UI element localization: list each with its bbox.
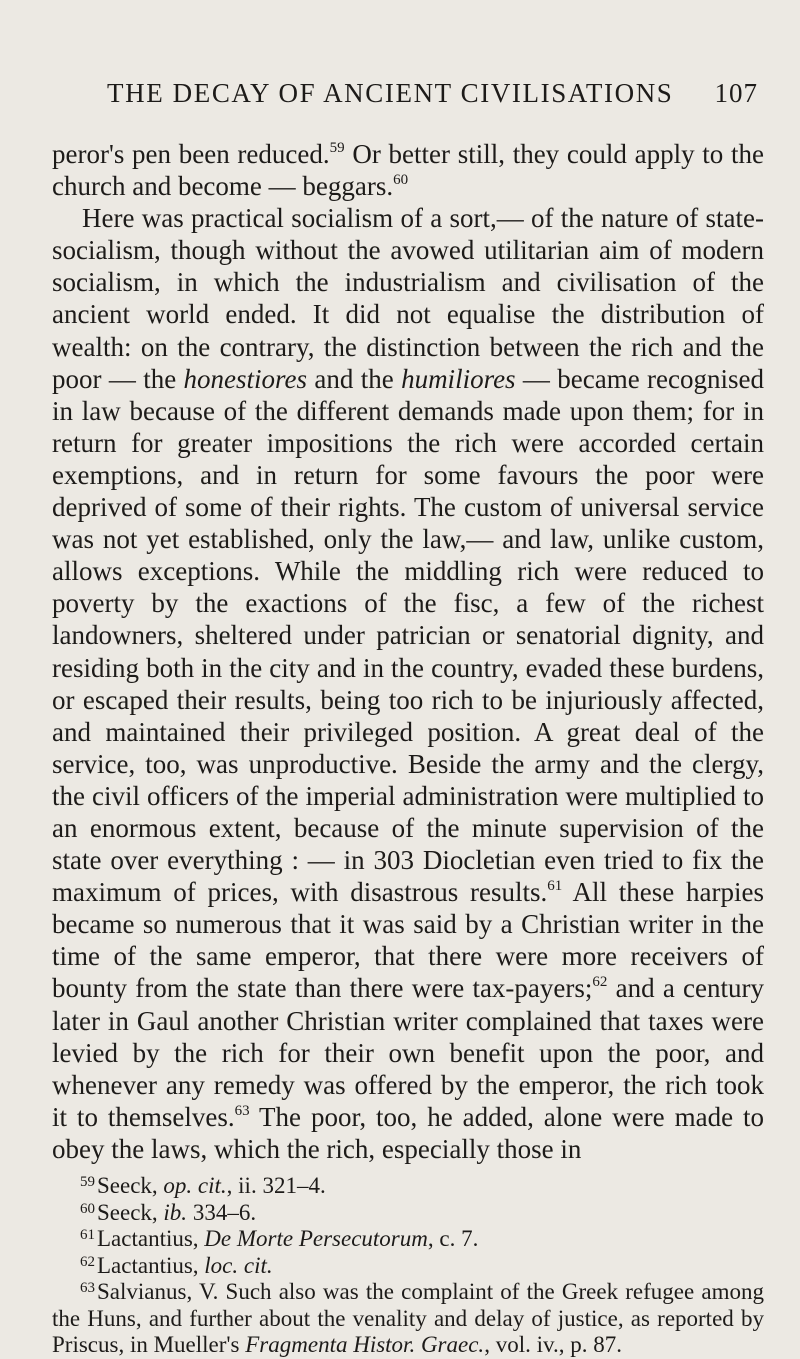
text-run: — became recognised in law because of the different demands made upon them; for in return for greater impositions the rich were accorded certain exemptions, and in return for some favours the poor were deprived of some of their rights. The custom of universal service was not yet established, only the law,— and law, unlike custom, allows exceptions. While the middling rich were reduced to poverty by the exactions of the fisc, a few of the richest landowners, sheltered under patrician or senatorial dignity, and residing both in the city and in the country, evaded these burdens, or escaped their results, being too rich to be injuriously affected, and maintained their privileged position. A great deal of the service, too, was unproductive. Beside the army and the clergy, the civil officers of the imperial administration were multiplied to an enormous extent, because of the minute supervision of the state over everything : — in 303 Diocletian even tried to fix the maximum of prices, with disastrous results. [52,363,764,908]
text-run: The poor, too, he added, alone were made to obey the laws, which the rich, especially those in [52,1101,764,1164]
text-run: peror's pen been reduced. [52,139,330,169]
italic-term-honestiores: honestiores [183,363,308,394]
running-title: THE DECAY OF ANCIENT CIVILISATIONS [107,78,674,108]
footnote-ref-59: 59 [329,140,345,156]
text-run: Here was practical socialism of a sort,— of the nature of state-socialism, though without the avowed utilitarian aim of modern socialism, in which the industrialism and civilisation of the ancient world ended. It did not equalise the distribution of wealth: on the contrary, the distinction between the rich and the poor — the [52,203,764,394]
footnote-text: Lactantius, [97,1252,205,1278]
footnote-ref-61: 61 [547,878,563,895]
footnote-text: Salvianus, V. Such also was the complaint of the Greek refugee among the Huns, and further about the venality and delay of justice, as reported by Priscus, in Mueller's [52,1279,764,1357]
text-run: and a century later in Gaul another Christian writer complained that taxes were levied by the rich for their own benefit upon the poor, and whenever any remedy was offered by the emperor, the rich took it to themselves. [52,973,764,1132]
paragraph-continued [52,138,764,202]
text-run: Or better still, they could apply to the church and become — beggars. [52,139,764,202]
footnote-italic: op. cit. [163,1173,227,1198]
running-head [52,78,764,138]
footnote-text: 334–6. [187,1199,257,1225]
footnote-number: 63 [80,1280,95,1296]
footnote-italic: ib. [163,1199,188,1225]
footnote-text: , c. 7. [427,1226,479,1251]
footnote-italic: De Morte Persecutorum [204,1226,428,1251]
footnote-text: , ii. 321–4. [226,1173,326,1198]
italic-term-humiliores: humiliores [401,363,516,394]
book-page [52,0,764,1359]
page-number: 107 [714,78,758,108]
text-run: and the [307,363,402,394]
footnote-ref-60: 60 [393,172,409,189]
footnote-text: Seeck, [97,1199,164,1225]
footnote-number: 62 [80,1253,95,1270]
paragraph-main [52,202,764,1165]
footnote-63 [52,1279,764,1359]
footnote-number: 61 [80,1227,95,1243]
footnote-61 [52,1226,764,1253]
footnote-59 [52,1173,764,1200]
footnote-text: Seeck, [97,1173,164,1198]
footnote-60 [52,1200,764,1227]
footnote-italic: loc. cit. [204,1252,273,1278]
footnote-text: , vol. iv., p. 87. [484,1332,622,1357]
footnote-number: 60 [80,1200,95,1217]
footnotes [52,1173,764,1359]
text-run: All these harpies became so numerous that it was said by a Christian writer in the time of the same emperor, that there were more receivers of bounty from the state than there were tax-payers; [52,877,764,1004]
footnote-62 [52,1253,764,1280]
footnote-ref-62: 62 [592,974,608,991]
footnote-text: Lactantius, [97,1226,205,1251]
footnote-number: 59 [80,1174,95,1190]
footnote-ref-63: 63 [234,1102,250,1119]
footnote-italic: Fragmenta Histor. Graec. [245,1332,485,1357]
